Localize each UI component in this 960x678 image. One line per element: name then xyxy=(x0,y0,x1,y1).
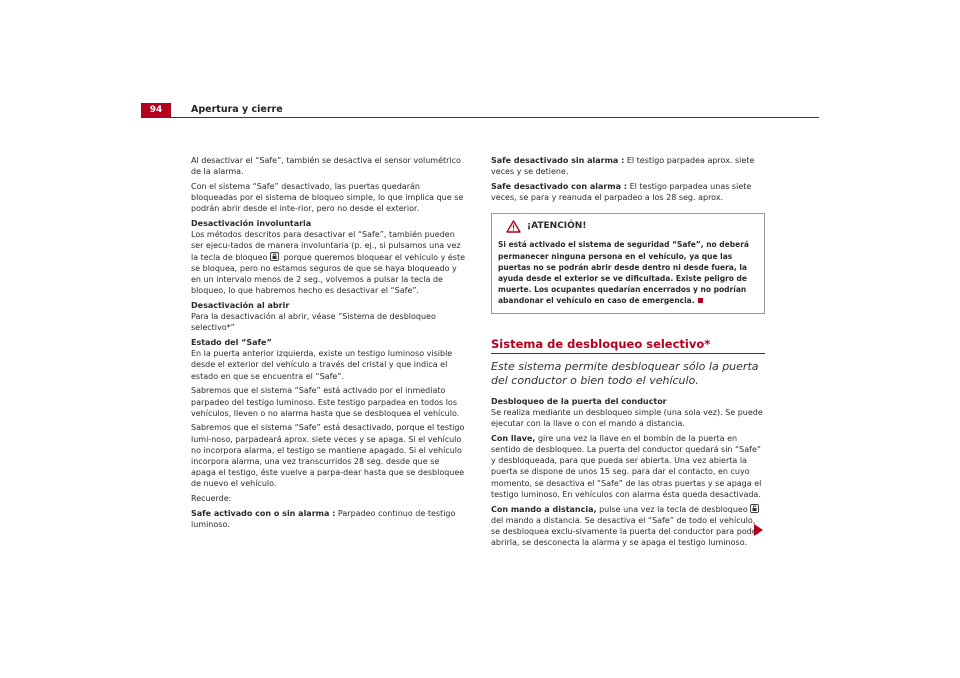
lock-key-icon xyxy=(270,252,279,261)
text-desactivado-con: El testigo parpadea unas siete veces, se para y reanuda el parpadeo a los 28 seg. aprox. xyxy=(491,181,752,203)
warning-title: ¡ATENCIÓN! xyxy=(527,221,587,232)
text-fragment: del mando a distancia. Se desactiva el “Safe” de todo el vehículo, se desbloquea exclu-sivamente la puerta del conductor para poder abrirla, se desconecta la alarma y se apaga el testigo luminoso. xyxy=(491,515,761,548)
warning-text-block xyxy=(498,239,758,306)
unlock-key-icon xyxy=(750,504,759,513)
right-column xyxy=(491,155,765,552)
warning-text: Si está activado el sistema de seguridad “Safe”, no deberá permanecer ninguna persona en el vehículo, ya que las puertas no se podrán abrir desde dentro ni desde fuera, la ayuda desde el exterior se ve dificultada. Existe peligro de muerte. Los ocupantes quedarían encerrados y no podrían abandonar el vehículo en caso de emergencia. xyxy=(498,240,749,306)
paragraph-con-llave xyxy=(491,433,765,500)
paragraph: Recuerde: xyxy=(191,494,232,504)
label-safe-activado: Safe activado con o sin alarma : xyxy=(191,508,336,518)
chapter-title: Apertura y cierre xyxy=(191,104,283,115)
subheading-involuntaria: Desactivación involuntaria xyxy=(191,219,312,229)
warning-box xyxy=(491,213,765,313)
paragraph-safe-activado xyxy=(191,508,466,530)
paragraph: Con el sistema “Safe” desactivado, las puertas quedarán bloqueadas por el sistema de bloqueo simple, lo que implica que se podrán abrir desde el inte-rior, pero no desde el exterior. xyxy=(191,181,464,214)
label-desactivado-con: Safe desactivado con alarma : xyxy=(491,181,628,191)
section-subtitle: Este sistema permite desbloquear sólo la puerta del conductor o bien todo el vehículo. xyxy=(491,359,759,387)
left-column xyxy=(191,155,466,534)
text-desactivado-sin: El testigo parpadea aprox. siete veces y se detiene. xyxy=(491,156,755,177)
warning-header xyxy=(506,220,758,233)
warning-triangle-icon xyxy=(506,220,521,233)
paragraph-desactivado-con xyxy=(491,181,765,203)
text-safe-activado: Parpadeo continuo de testigo luminoso. xyxy=(191,508,456,530)
page-number: 94 xyxy=(149,105,163,115)
label-con-mando: Con mando a distancia, xyxy=(491,504,597,514)
paragraph: Al desactivar el “Safe”, también se desactiva el sensor volumétrico de la alarma. xyxy=(191,156,461,177)
paragraph: Se realiza mediante un desbloqueo simple (una sola vez). Se puede ejecutar con la llave o con el mando a distancia. xyxy=(491,407,763,429)
text-fragment: Los métodos descritos para desactivar el “Safe”, también pueden ser ejecu-tados de manera involuntaria (p. ej., si pulsamos una vez la tecla de bloqueo xyxy=(191,230,461,262)
subheading-conductor: Desbloqueo de la puerta del conductor xyxy=(491,396,667,406)
end-of-section-mark xyxy=(698,298,703,303)
paragraph: En la puerta anterior izquierda, existe un testigo luminoso visible desde el exterior del vehículo a través del cristal y que indica el estado en que se encuentra el “Safe”. xyxy=(191,349,453,381)
text-fragment: porque queremos bloquear el vehículo y éste se bloquea, pero no estamos seguros de que se haya bloqueado y en un intervalo menos de 2 seg., volvemos a pulsar la tecla de bloqueo, lo que habremos hecho es desactivar el “Safe”. xyxy=(191,252,466,296)
text-fragment: pulse una vez la tecla de desbloqueo xyxy=(599,504,748,514)
paragraph-desactivado-sin xyxy=(491,155,765,177)
label-desactivado-sin: Safe desactivado sin alarma : xyxy=(491,156,625,165)
paragraph: Para la desactivación al abrir, véase “Sistema de desbloqueo selectivo*” xyxy=(191,312,436,333)
paragraph-involuntaria xyxy=(191,229,466,296)
paragraph: Sabremos que el sistema “Safe” está activado por el inmediato parpadeo del testigo luminoso. Este testigo parpadea en todos los vehículos, lleven o no alarma hasta que se desbloquea el vehículo. xyxy=(191,386,460,418)
next-page-arrow-icon xyxy=(754,524,763,536)
subheading-abrir: Desactivación al abrir xyxy=(191,300,290,310)
section-title: Sistema de desbloqueo selectivo* xyxy=(491,339,765,354)
paragraph: Sabremos que el sistema “Safe” está desactivado, porque el testigo lumi-noso, parpadeará aprox. siete veces y se apaga. Si el vehículo no incorpora alarma, el testigo se mantiene apagado. Si el vehículo incorpora alarma, una vez transcurridos 28 seg. desde que se apaga el testigo, éste vuelve a parpa-dear hasta que se desbloquee de nuevo el vehículo. xyxy=(191,423,465,489)
subheading-estado: Estado del “Safe” xyxy=(191,338,272,348)
label-con-llave: Con llave, xyxy=(491,433,536,443)
header-rule xyxy=(171,117,819,118)
text-con-llave: gire una vez la llave en el bombín de la puerta en sentido de desbloqueo. La puerta del conductor quedará sin “Safe” y desbloqueada, para que pueda ser abierta. Una vez abierta la puerta se dispone de unos 15 seg. para dar el contacto, en cuyo momento, se desactiva el “Safe” de las otras puertas y se apaga el testigo luminoso. En vehículos con alarma ésta queda desactivada. xyxy=(491,433,762,499)
paragraph-con-mando xyxy=(491,504,765,549)
